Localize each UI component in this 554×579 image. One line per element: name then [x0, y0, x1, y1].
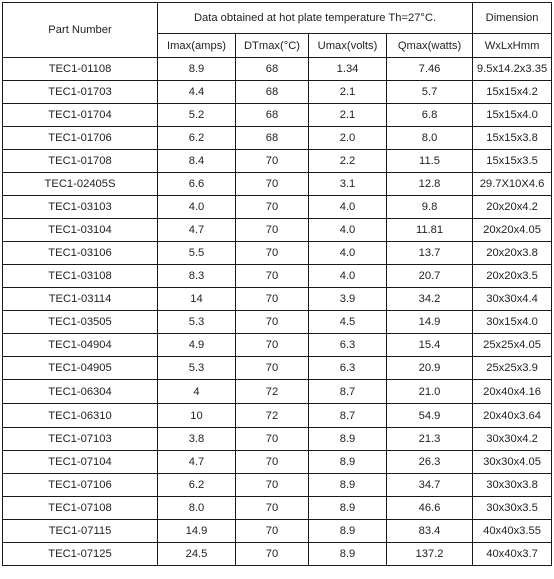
qmax-cell: 46.6: [387, 497, 473, 520]
dimension-cell: 9.5x14.2x3.35: [473, 58, 552, 81]
imax-cell: 4.7: [158, 219, 236, 242]
dimension-cell: 20x20x3.5: [473, 265, 552, 288]
umax-cell: 4.0: [309, 265, 387, 288]
umax-cell: 8.9: [309, 520, 387, 543]
qmax-cell: 8.0: [387, 127, 473, 150]
table-row: [3, 173, 552, 196]
dimension-cell: 30x30x3.8: [473, 474, 552, 497]
header-group-title: Data obtained at hot plate temperature Th=27°C.: [158, 3, 473, 34]
part-number-cell: TEC1-02405S: [3, 173, 158, 196]
dimension-cell: 30x30x3.5: [473, 497, 552, 520]
part-number-cell: TEC1-04904: [3, 334, 158, 357]
part-number-cell: TEC1-07125: [3, 543, 158, 566]
header-dtmax: DTmax(°C): [236, 34, 309, 58]
qmax-cell: 14.9: [387, 311, 473, 334]
dimension-cell: 20x40x4.16: [473, 380, 552, 404]
dimension-cell: 25x25x4.05: [473, 334, 552, 357]
dtmax-cell: 70: [236, 451, 309, 474]
imax-cell: 8.9: [158, 58, 236, 81]
part-number-cell: TEC1-01703: [3, 81, 158, 104]
header-dimension-units: WxLxHmm: [473, 34, 552, 58]
dtmax-cell: 70: [236, 219, 309, 242]
dtmax-cell: 70: [236, 173, 309, 196]
header-qmax: Qmax(watts): [387, 34, 473, 58]
table-row: [3, 334, 552, 357]
part-number-cell: TEC1-03108: [3, 265, 158, 288]
header-dimension: Dimension: [473, 3, 552, 34]
umax-cell: 3.9: [309, 288, 387, 311]
umax-cell: 4.0: [309, 219, 387, 242]
header-umax: Umax(volts): [309, 34, 387, 58]
part-number-cell: TEC1-07103: [3, 428, 158, 451]
dtmax-cell: 70: [236, 150, 309, 173]
imax-cell: 8.0: [158, 497, 236, 520]
table-row: [3, 474, 552, 497]
umax-cell: 4.5: [309, 311, 387, 334]
qmax-cell: 11.5: [387, 150, 473, 173]
table-row: [3, 58, 552, 81]
qmax-cell: 83.4: [387, 520, 473, 543]
dtmax-cell: 70: [236, 334, 309, 357]
dtmax-cell: 70: [236, 242, 309, 265]
qmax-cell: 21.3: [387, 428, 473, 451]
part-number-cell: TEC1-07106: [3, 474, 158, 497]
qmax-cell: 5.7: [387, 81, 473, 104]
part-number-cell: TEC1-01706: [3, 127, 158, 150]
umax-cell: 8.7: [309, 404, 387, 428]
part-number-cell: TEC1-03505: [3, 311, 158, 334]
part-number-cell: TEC1-07115: [3, 520, 158, 543]
umax-cell: 8.9: [309, 497, 387, 520]
tec-spec-table: [2, 2, 552, 566]
table-row: [3, 543, 552, 566]
umax-cell: 3.1: [309, 173, 387, 196]
dtmax-cell: 68: [236, 127, 309, 150]
part-number-cell: TEC1-03103: [3, 196, 158, 219]
table-row: [3, 127, 552, 150]
qmax-cell: 9.8: [387, 196, 473, 219]
imax-cell: 4.4: [158, 81, 236, 104]
imax-cell: 4.7: [158, 451, 236, 474]
dimension-cell: 20x20x3.8: [473, 242, 552, 265]
dimension-cell: 25x25x3.9: [473, 357, 552, 380]
table-row: [3, 104, 552, 127]
dtmax-cell: 70: [236, 196, 309, 219]
umax-cell: 8.7: [309, 380, 387, 404]
qmax-cell: 12.8: [387, 173, 473, 196]
dimension-cell: 40x40x3.55: [473, 520, 552, 543]
dimension-cell: 20x40x3.64: [473, 404, 552, 428]
part-number-cell: TEC1-01108: [3, 58, 158, 81]
dtmax-cell: 72: [236, 380, 309, 404]
dimension-cell: 15x15x3.5: [473, 150, 552, 173]
umax-cell: 6.3: [309, 357, 387, 380]
dimension-cell: 15x15x3.8: [473, 127, 552, 150]
dimension-cell: 30x30x4.2: [473, 428, 552, 451]
imax-cell: 4.9: [158, 334, 236, 357]
imax-cell: 3.8: [158, 428, 236, 451]
part-number-cell: TEC1-07104: [3, 451, 158, 474]
dtmax-cell: 70: [236, 520, 309, 543]
dtmax-cell: 70: [236, 288, 309, 311]
part-number-cell: TEC1-01704: [3, 104, 158, 127]
part-number-cell: TEC1-04905: [3, 357, 158, 380]
imax-cell: 6.2: [158, 474, 236, 497]
imax-cell: 4: [158, 380, 236, 404]
table-row: [3, 81, 552, 104]
table-row: [3, 311, 552, 334]
part-number-cell: TEC1-07108: [3, 497, 158, 520]
dimension-cell: 15x15x4.2: [473, 81, 552, 104]
umax-cell: 8.9: [309, 474, 387, 497]
umax-cell: 2.2: [309, 150, 387, 173]
umax-cell: 8.9: [309, 428, 387, 451]
part-number-cell: TEC1-06310: [3, 404, 158, 428]
table-row: [3, 380, 552, 404]
dtmax-cell: 70: [236, 497, 309, 520]
dtmax-cell: 68: [236, 104, 309, 127]
dimension-cell: 30x15x4.0: [473, 311, 552, 334]
dimension-cell: 15x15x4.0: [473, 104, 552, 127]
dimension-cell: 20x20x4.05: [473, 219, 552, 242]
dtmax-cell: 70: [236, 543, 309, 566]
umax-cell: 2.0: [309, 127, 387, 150]
imax-cell: 8.4: [158, 150, 236, 173]
imax-cell: 6.2: [158, 127, 236, 150]
dimension-cell: 30x30x4.4: [473, 288, 552, 311]
part-number-cell: TEC1-03106: [3, 242, 158, 265]
imax-cell: 5.5: [158, 242, 236, 265]
umax-cell: 1.34: [309, 58, 387, 81]
table-row: [3, 404, 552, 428]
dimension-cell: 29.7X10X4.6: [473, 173, 552, 196]
table-row: [3, 357, 552, 380]
table-body: [3, 58, 552, 566]
table-row: [3, 219, 552, 242]
imax-cell: 5.2: [158, 104, 236, 127]
qmax-cell: 11.81: [387, 219, 473, 242]
table-row: [3, 196, 552, 219]
dtmax-cell: 70: [236, 357, 309, 380]
umax-cell: 8.9: [309, 451, 387, 474]
qmax-cell: 20.7: [387, 265, 473, 288]
qmax-cell: 13.7: [387, 242, 473, 265]
imax-cell: 14: [158, 288, 236, 311]
qmax-cell: 34.2: [387, 288, 473, 311]
imax-cell: 14.9: [158, 520, 236, 543]
umax-cell: 2.1: [309, 104, 387, 127]
qmax-cell: 21.0: [387, 380, 473, 404]
umax-cell: 6.3: [309, 334, 387, 357]
qmax-cell: 7.46: [387, 58, 473, 81]
umax-cell: 4.0: [309, 242, 387, 265]
imax-cell: 5.3: [158, 311, 236, 334]
qmax-cell: 20.9: [387, 357, 473, 380]
dimension-cell: 20x20x4.2: [473, 196, 552, 219]
dimension-cell: 40x40x3.7: [473, 543, 552, 566]
qmax-cell: 26.3: [387, 451, 473, 474]
umax-cell: 4.0: [309, 196, 387, 219]
table-row: [3, 288, 552, 311]
imax-cell: 5.3: [158, 357, 236, 380]
dtmax-cell: 68: [236, 58, 309, 81]
imax-cell: 8.3: [158, 265, 236, 288]
header-part-number: Part Number: [3, 3, 158, 58]
dtmax-cell: 70: [236, 265, 309, 288]
part-number-cell: TEC1-01708: [3, 150, 158, 173]
qmax-cell: 34.7: [387, 474, 473, 497]
imax-cell: 6.6: [158, 173, 236, 196]
imax-cell: 4.0: [158, 196, 236, 219]
imax-cell: 10: [158, 404, 236, 428]
part-number-cell: TEC1-06304: [3, 380, 158, 404]
qmax-cell: 6.8: [387, 104, 473, 127]
part-number-cell: TEC1-03114: [3, 288, 158, 311]
dtmax-cell: 70: [236, 428, 309, 451]
umax-cell: 2.1: [309, 81, 387, 104]
qmax-cell: 54.9: [387, 404, 473, 428]
table-row: [3, 497, 552, 520]
table-row: [3, 520, 552, 543]
table-row: [3, 428, 552, 451]
imax-cell: 24.5: [158, 543, 236, 566]
table-row: [3, 451, 552, 474]
dtmax-cell: 70: [236, 311, 309, 334]
table-row: [3, 150, 552, 173]
table-row: [3, 265, 552, 288]
dtmax-cell: 68: [236, 81, 309, 104]
dtmax-cell: 70: [236, 474, 309, 497]
part-number-cell: TEC1-03104: [3, 219, 158, 242]
umax-cell: 8.9: [309, 543, 387, 566]
header-imax: Imax(amps): [158, 34, 236, 58]
dimension-cell: 30x30x4.05: [473, 451, 552, 474]
table-row: [3, 242, 552, 265]
qmax-cell: 137.2: [387, 543, 473, 566]
dtmax-cell: 72: [236, 404, 309, 428]
qmax-cell: 15.4: [387, 334, 473, 357]
